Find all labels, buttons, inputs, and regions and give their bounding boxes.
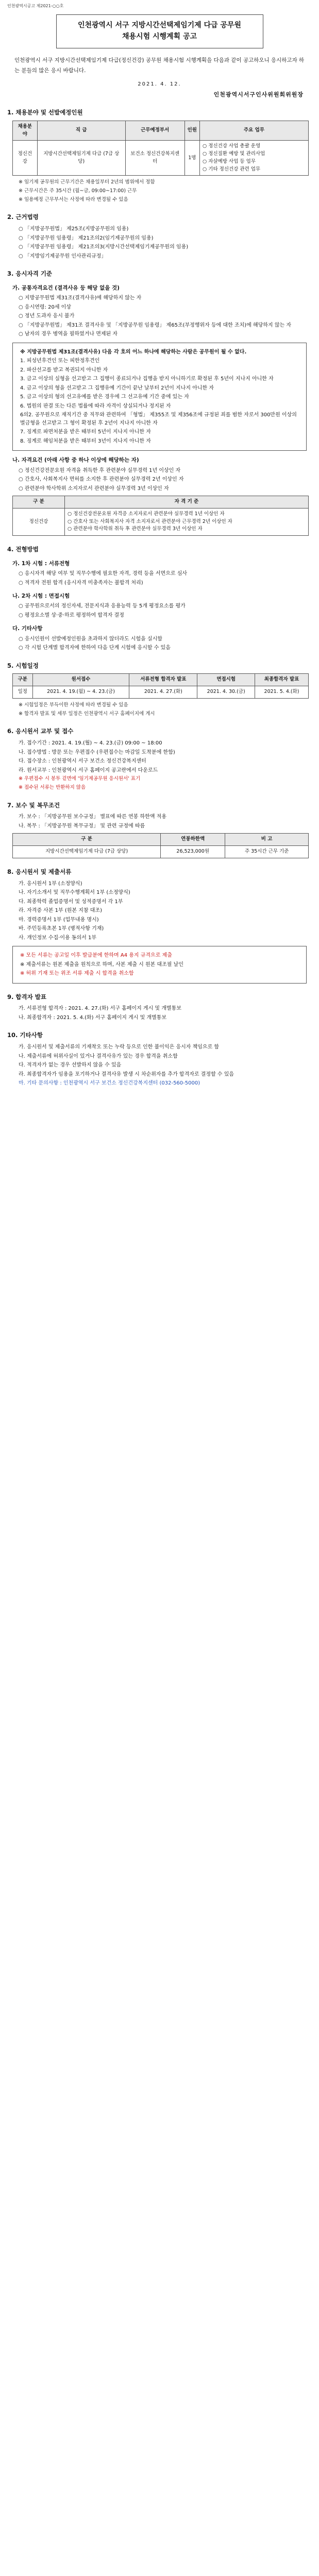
table-header: 원서접수 [32,674,129,686]
table-cell: 2021. 5. 4.(화) [255,686,309,699]
box-line: 6의2. 공무원으로 재직기간 중 직무와 관련하여 「형법」 제355조 및 제356조에 규정된 죄를 범한 자로서 300만원 이상의 벌금형을 선고받고 그 형이 확정된 후 2년이 지나지 아니한 자 [20,412,297,426]
box-line: 8. 징계로 해임처분을 받은 때부터 3년이 지나지 아니한 자 [20,438,151,444]
list-item: 나. 최종합격자 : 2021. 5. 4.(화) 서구 홈페이지 게시 및 개별통보 [19,1014,167,1021]
list-item: 가. 응시원서 및 제출서류의 기재착오 또는 누락 등으로 인한 불이익은 응시자 책임으로 함 [19,1044,220,1050]
list-item: 가. 보수 : 「지방공무원 보수규정」 별표에 따른 연봉 하한액 적용 [19,814,166,820]
list-item: ○ 「지방공무원법」 제25조(지방공무원의 임용) [19,226,129,232]
page-title-line1: 인천광역시 서구 지방시간선택제임기제 다급 공무원 [77,21,242,30]
table-header: 최종합격자 발표 [255,674,309,686]
recruitment-table [12,121,309,176]
table-header: 구 분 [13,834,161,846]
section-7-title: 7. 보수 및 복무조건 [7,801,60,809]
list-item: ○ 적격자 전원 합격 (응시자격 미충족자는 불합격 처리) [19,580,143,586]
table-header: 자 격 기 준 [65,496,309,509]
list-item: ○ 각 시험 단계별 합격자에 한하여 다음 단계 시험에 응시할 수 있음 [19,645,171,651]
table-header: 구 분 [13,496,65,509]
table-row [13,686,309,699]
table-cell: 2021. 4. 19.(월) ~ 4. 23.(금) [32,686,129,699]
cell-duties: ○ 정신건강 사업 총괄 운영 ○ 정신질환 예방 및 관리사업 ○ 자살예방 사업 등 업무 ○ 기타 정신건강 관련 업무 [200,141,309,176]
box-line: ※ 제출서류는 원본 제출을 원칙으로 하며, 사본 제출 시 원본 대조필 날인 [20,961,184,968]
title-box [56,14,263,48]
list-item: 라. 최종합격자가 임용을 포기하거나 결격사유 발생 시 차순위자를 추가 합격자로 결정할 수 있음 [19,1071,234,1077]
note: ※ 임용예정 근무부서는 사정에 따라 변경될 수 있음 [19,196,128,202]
list-item: ○ 「지방공무원 임용령」 제21조의2(임기제공무원의 임용) [19,235,154,241]
table-header-row [13,496,309,509]
table-cell: 주 35시간 근무 기준 [225,846,309,858]
salary-table-wrap [12,833,307,858]
section-8-title: 8. 응시원서 및 제출서류 [7,868,72,875]
list-item: 나. 복무 : 「지방공무원 복무규정」 및 관련 규정에 따름 [19,823,145,829]
list-item: ○ 정신건강전문요원 자격을 취득한 후 관련분야 실무경력 1년 이상인 자 [19,467,181,473]
table-cell: 지방시간선택제임기제 다급 (7급 상당) [13,846,161,858]
table-cell: 2021. 4. 30.(금) [197,686,255,699]
box-line: ※ 모든 서류는 공고일 이후 발급분에 한하며 A4 용지 규격으로 제출 [20,953,172,959]
list-item: ○ 응시연령: 20세 이상 [19,304,71,310]
cell-dept: 보건소 정신건강복지센터 [125,141,184,176]
list-item: ○ 남자의 경우 병역을 필하였거나 면제된 자 [19,331,118,337]
list-item: 나. 제출서류에 허위사실이 있거나 결격사유가 있는 경우 합격을 취소함 [19,1053,178,1059]
box-line: 7. 징계로 파면처분을 받은 때부터 5년이 지나지 아니한 자 [20,429,151,435]
list-item: ○ 평정요소별 상·중·하로 평정하여 합격자 결정 [19,612,124,618]
list-item: ○ 응시자격 해당 여부 및 직무수행에 필요한 자격, 경력 등을 서면으로 심사 [19,571,188,577]
subsection-title: 다. 기타사항 [12,625,43,632]
note: ※ 임기제 공무원의 근무기간은 채용일부터 2년의 범위에서 정함 [19,179,155,185]
list-item: 라. 원서교부 : 인천광역시 서구 홈페이지 공고란에서 다운로드 [19,767,158,773]
list-item: 다. 적격자가 없는 경우 선발하지 않을 수 있음 [19,1062,122,1069]
table-cell: 일정 [13,686,33,699]
list-item: 마. 기타 문의사항 : 인천광역시 서구 보건소 정신건강복지센터 (032-560-5000) [19,1080,200,1087]
qualification-table-wrap [12,496,307,536]
table-header: 면접시험 [197,674,255,686]
note: ※ 접수된 서류는 반환하지 않음 [19,784,86,790]
cell-count: 1명 [184,141,199,176]
table-header: 비 고 [225,834,309,846]
list-item: ○ 정년 도과자 응시 불가 [19,313,75,319]
section-10-title: 10. 기타사항 [7,1031,43,1039]
table-row [13,846,309,858]
disqualification-box [12,343,307,451]
section-6-title: 6. 응시원서 교부 및 접수 [7,727,74,735]
list-item: ○ 간호사, 사회복지사 면허를 소지한 후 관련분야 실무경력 2년 이상인 자 [19,477,184,483]
table-row [13,508,309,535]
table-header: 인원 [184,121,199,141]
list-item: ○ 공무원으로서의 정신자세, 전문지식과 응용능력 등 5개 평정요소를 평가 [19,603,186,609]
subsection-title: 가. 1차 시험 : 서류전형 [12,560,70,567]
box-line: ※ 지방공무원법 제31조(결격사유) 다음 각 호의 어느 하나에 해당하는 사람은 공무원이 될 수 없다. [20,349,247,355]
list-item: ○ 응시인원이 선발예정인원을 초과하지 않더라도 시험을 실시함 [19,636,162,642]
box-line: ※ 허위 기재 또는 위조 서류 제출 시 합격을 취소함 [20,971,134,977]
list-item: 마. 경력증명서 1부 (업무내용 명시) [19,917,99,923]
list-item: 나. 접수방법 : 방문 또는 우편접수 (우편접수는 마감일 도착분에 한함) [19,749,175,755]
section-9-title: 9. 합격자 발표 [7,993,46,1001]
table-header-row [13,834,309,846]
list-item: 가. 서류전형 합격자 : 2021. 4. 27.(화) 서구 홈페이지 게시 및 개별통보 [19,1006,181,1012]
note: ※ 우편접수 시 봉투 겉면에 '임기제공무원 응시원서' 표기 [19,776,141,782]
box-line: 2. 파산선고를 받고 복권되지 아니한 자 [20,367,108,373]
documents-note-box [12,946,307,984]
section-3-title: 3. 응시자격 기준 [7,270,53,278]
section-2-title: 2. 근거법령 [7,213,39,221]
box-line: 3. 금고 이상의 실형을 선고받고 그 집행이 종료되거나 집행을 받지 아니하기로 확정된 후 5년이 지나지 아니한 자 [20,376,274,382]
box-line: 1. 피성년후견인 또는 피한정후견인 [20,358,100,364]
list-item: 다. 접수장소 : 인천광역시 서구 보건소 정신건강복지센터 [19,758,146,765]
table-cell: 26,523,000원 [161,846,225,858]
list-item: ○ 「지방공무원법」 제31조 결격사유 및 「지방공무원 임용령」 제65조(부정행위자 등에 대한 조치)에 해당하지 않는 자 [19,322,292,328]
subsection-title: 나. 자격요건 (아래 사항 중 하나 이상에 해당하는 자) [12,457,139,464]
box-line: 6. 법원의 판결 또는 다른 법률에 따라 자격이 상실되거나 정지된 자 [20,403,171,409]
publication-date: 2021. 4. 12. [138,81,181,87]
list-item: 다. 최종학력 졸업증명서 및 성적증명서 각 1부 [19,899,123,905]
table-header: 직 급 [37,121,125,141]
note: ※ 합격자 발표 및 세부 일정은 인천광역시 서구 홈페이지에 게시 [19,710,155,717]
table-cell: 2021. 4. 27.(화) [129,686,197,699]
section-5-title: 5. 시험일정 [7,662,39,669]
intro-text: 인천광역시 서구 지방시간선택제임기제 다급(정신건강) 공무원 채용시험 시행계획을 다음과 같이 공고하오니 응시하고자 하는 분들의 많은 응시 바랍니다. [14,57,305,74]
box-line: 4. 금고 이상의 형을 선고받고 그 집행유예 기간이 끝난 날부터 2년이 지나지 아니한 자 [20,385,214,391]
schedule-table-wrap [12,673,307,698]
list-item: 가. 접수기간 : 2021. 4. 19.(월) ~ 4. 23.(금) 09:00 ~ 18:00 [19,740,162,747]
subsection-title: 나. 2차 시험 : 면접시험 [12,593,70,600]
cell-category: 정신건강 [13,508,65,535]
cell-criteria: ○ 정신건강전문요원 자격증 소지자로서 관련분야 실무경력 1년 이상인 자 ○ 간호사 또는 사회복지사 자격 소지자로서 관련분야 근무경력 2년 이상인 자 ○ 관련분야 학사학위 취득 후 관련분야 실무경력 3년 이상인 자 [65,508,309,535]
table-header: 구분 [13,674,33,686]
subsection-title: 가. 공통자격요건 (결격사유 등 해당 없을 것) [12,285,120,292]
section-1-title: 1. 채용분야 및 선발예정인원 [7,109,83,116]
publication-number: 인천광역시공고 제2021-○○호 [7,4,64,8]
schedule-table [12,673,309,698]
table-header: 근무예정부서 [125,121,184,141]
table-header: 채용분야 [13,121,38,141]
page-title-line2: 채용시험 시행계획 공고 [122,32,197,41]
list-item: 라. 자격증 사본 1부 (원본 지참 대조) [19,908,102,914]
cell-field: 정신건강 [13,141,38,176]
list-item: 나. 자기소개서 및 직무수행계획서 1부 (소정양식) [19,890,130,896]
section-4-title: 4. 전형방법 [7,546,39,553]
table-header-row [13,674,309,686]
list-item: ○ 관련분야 학사학위 소지자로서 관련분야 실무경력 3년 이상인 자 [19,485,169,492]
cell-grade: 지방시간선택제임기제 다급 (7급 상당) [37,141,125,176]
list-item: ○ 「지방공무원 임용령」 제21조의3(지방시간선택제임기제공무원의 임용) [19,244,189,250]
table-header-row [13,121,309,141]
note: ※ 근무시간은 주 35시간 (월~금, 09:00~17:00) 근무 [19,188,137,194]
table-header: 주요 업무 [200,121,309,141]
list-item: 사. 개인정보 수집·이용 동의서 1부 [19,935,97,941]
table-header: 서류전형 합격자 발표 [129,674,197,686]
list-item: 바. 주민등록초본 1부 (병적사항 기재) [19,926,104,932]
publishing-organization: 인천광역시서구인사위원회위원장 [213,91,304,98]
note: ※ 시험일정은 부득이한 사정에 따라 변경될 수 있음 [19,702,128,708]
list-item: ○ 「지방임기제공무원 인사관리규정」 [19,253,107,259]
list-item: 가. 응시원서 1부 (소정양식) [19,880,82,887]
table-row [13,141,309,176]
qualification-table [12,496,309,536]
table-header: 연봉하한액 [161,834,225,846]
recruitment-table-wrap [12,121,307,176]
salary-table [12,833,309,858]
list-item: ○ 지방공무원법 제31조(결격사유)에 해당하지 않는 자 [19,295,142,301]
box-line: 5. 금고 이상의 형의 선고유예를 받은 경우에 그 선고유예 기간 중에 있는 자 [20,394,189,400]
